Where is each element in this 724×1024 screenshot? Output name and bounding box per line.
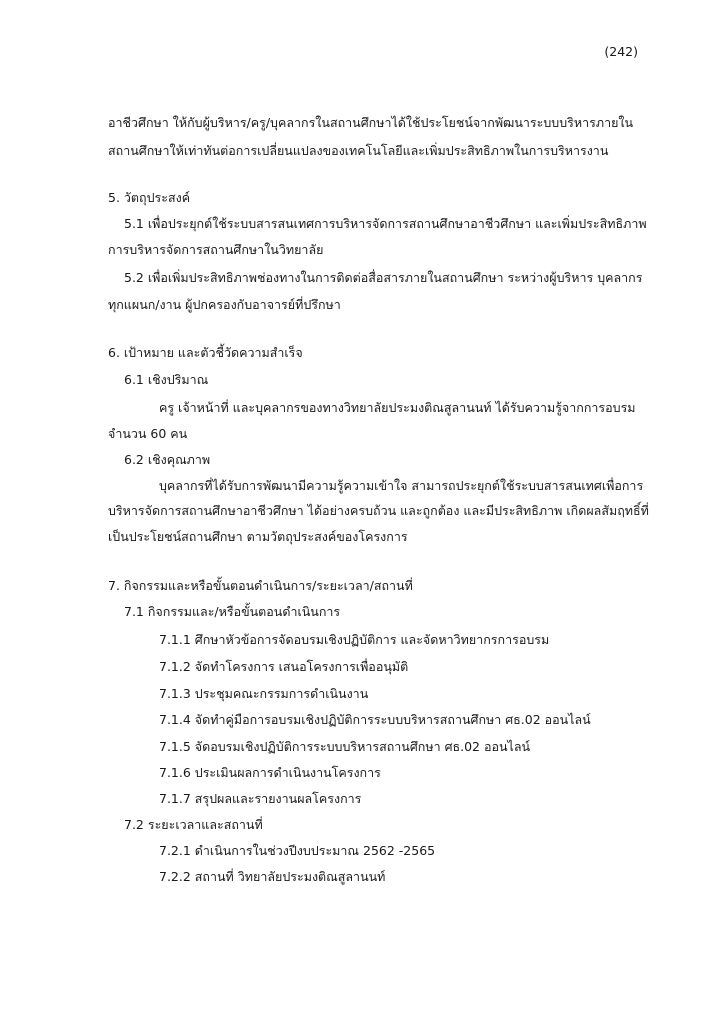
body-line: 5.1 เพื่อประยุกต์ใช้ระบบสารสนเทศการบริหารจัดการสถานศึกษาอาชีวศึกษา และเพิ่มประสิทธิภาพ	[124, 216, 647, 231]
list-item: 7.2.2 สถานที่ วิทยาลัยประมงติณสูลานนท์	[159, 869, 386, 884]
subsection-heading: 6.1 เชิงปริมาณ	[124, 372, 209, 387]
body-line: การบริหารจัดการสถานศึกษาในวิทยาลัย	[108, 242, 324, 257]
list-item: 7.1.4 จัดทำคู่มือการอบรมเชิงปฏิบัติการระบบบริหารสถานศึกษา ศธ.02 ออนไลน์	[159, 712, 591, 727]
list-item: 7.2.1 ดำเนินการในช่วงปีงบประมาณ 2562 -2565	[159, 843, 436, 858]
list-item: 7.1.7 สรุปผลและรายงานผลโครงการ	[159, 791, 362, 806]
body-line: 5.2 เพื่อเพิ่มประสิทธิภาพช่องทางในการติดต่อสื่อสารภายในสถานศึกษา ระหว่างผู้บริหาร บุคลากร	[124, 270, 643, 285]
body-line: ครู เจ้าหน้าที่ และบุคลากรของทางวิทยาลัยประมงติณสูลานนท์ ได้รับความรู้จากการอบรม	[159, 400, 636, 415]
subsection-heading: 6.2 เชิงคุณภาพ	[124, 452, 211, 467]
subsection-heading: 7.2 ระยะเวลาและสถานที่	[124, 817, 263, 832]
intro-line: สถานศึกษาให้เท่าทันต่อการเปลี่ยนแปลงของเทคโนโลยีและเพิ่มประสิทธิภาพในการบริหารงาน	[108, 143, 609, 158]
body-line: บริหารจัดการสถานศึกษาอาชีวศึกษา ได้อย่างครบถ้วน และถูกต้อง และมีประสิทธิภาพ เกิดผลสัมฤทธิ์ที่	[108, 503, 649, 518]
section-heading: 7. กิจกรรมและหรือขั้นตอนดำเนินการ/ระยะเวลา/สถานที่	[108, 578, 413, 593]
subsection-heading: 7.1 กิจกรรมและ/หรือขั้นตอนดำเนินการ	[124, 604, 341, 619]
list-item: 7.1.2 จัดทำโครงการ เสนอโครงการเพื่ออนุมัติ	[159, 659, 409, 674]
body-line: เป็นประโยชน์สถานศึกษา ตามวัตถุประสงค์ของโครงการ	[108, 529, 408, 544]
list-item: 7.1.3 ประชุมคณะกรรมการดำเนินงาน	[159, 686, 369, 701]
body-line: บุคลากรที่ได้รับการพัฒนามีความรู้ความเข้าใจ สามารถประยุกต์ใช้ระบบสารสนเทศเพื่อการ	[159, 478, 644, 493]
list-item: 7.1.5 จัดอบรมเชิงปฏิบัติการระบบบริหารสถานศึกษา ศธ.02 ออนไลน์	[159, 739, 531, 754]
list-item: 7.1.1 ศึกษาหัวข้อการจัดอบรมเชิงปฏิบัติการ และจัดหาวิทยากรการอบรม	[159, 632, 550, 647]
section-heading: 6. เป้าหมาย และตัวชี้วัดความสำเร็จ	[108, 345, 303, 360]
body-line: จำนวน 60 คน	[108, 426, 188, 441]
intro-line: อาชีวศึกษา ให้กับผู้บริหาร/ครู/บุคลากรในสถานศึกษาได้ใช้ประโยชน์จากพัฒนาระบบบริหารภายใน	[108, 115, 634, 130]
page-number: (242)	[604, 44, 638, 59]
section-heading: 5. วัตถุประสงค์	[108, 190, 191, 205]
body-line: ทุกแผนก/งาน ผู้ปกครองกับอาจารย์ที่ปรึกษา	[108, 297, 341, 312]
list-item: 7.1.6 ประเมินผลการดำเนินงานโครงการ	[159, 765, 381, 780]
